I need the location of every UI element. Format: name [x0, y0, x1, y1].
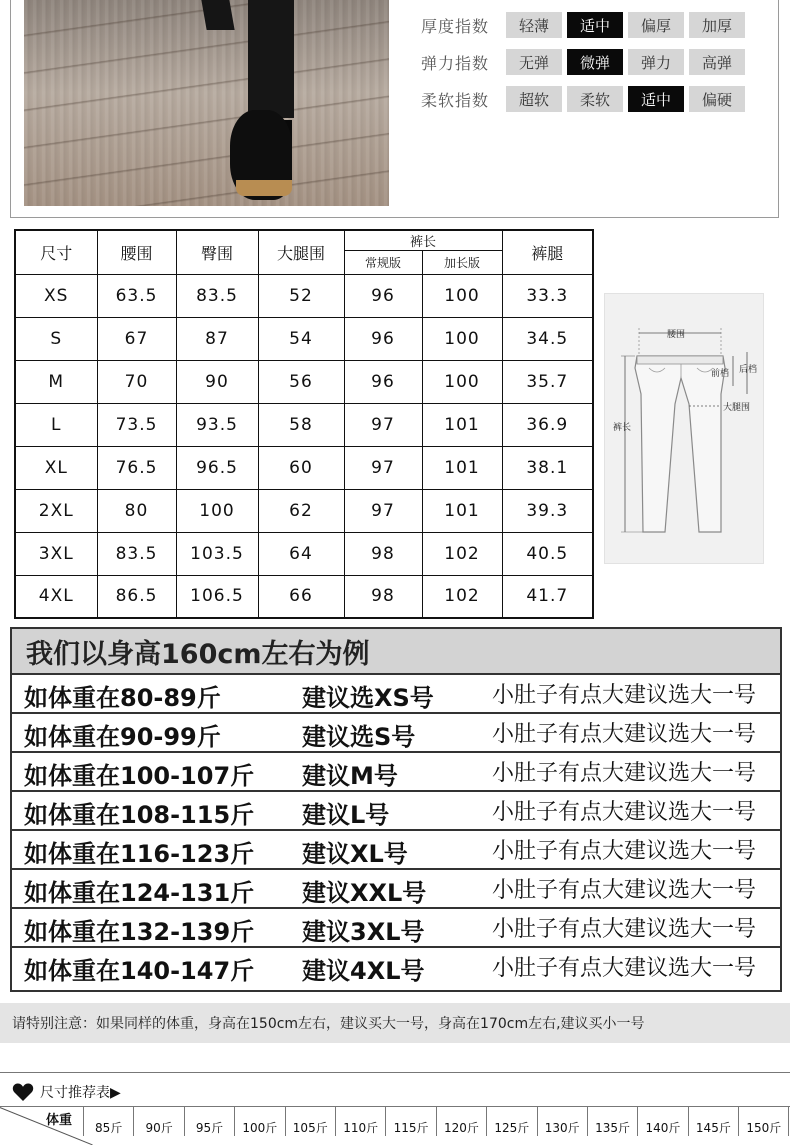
diagram-label-back-rise: 后档: [739, 365, 758, 375]
diagram-label-thigh: 大腿围: [723, 403, 751, 413]
cell-thigh: 54: [258, 317, 344, 360]
index-option: 超软: [506, 86, 562, 112]
size-chart-title-wrap: [12, 1082, 121, 1102]
weight-cell: 135斤: [588, 1107, 638, 1136]
weight-cell: 140斤: [638, 1107, 688, 1136]
pants-measurement-diagram: [604, 293, 764, 564]
cell-size: XS: [15, 274, 97, 317]
belly-advice: 小肚子有点大建议选大一号: [492, 839, 757, 864]
size-advice: 建议3XL号: [302, 918, 425, 946]
cell-size: S: [15, 317, 97, 360]
belly-advice: 小肚子有点大建议选大一号: [492, 800, 757, 825]
index-option-selected: 适中: [628, 86, 684, 112]
softness-index-row: [421, 86, 750, 112]
height-recommendation-table: [10, 627, 782, 992]
weight-label: 体重: [46, 1113, 73, 1128]
weight-range: 如体重在132-139斤: [24, 918, 255, 946]
size-chart-title: 尺寸推荐表▶: [40, 1085, 121, 1101]
weight-cell: 105斤: [286, 1107, 336, 1136]
cell-thigh: 60: [258, 446, 344, 489]
cell-hip: 103.5: [176, 532, 258, 575]
belly-advice: 小肚子有点大建议选大一号: [492, 878, 757, 903]
cell-waist: 73.5: [97, 403, 176, 446]
index-option: 弹力: [628, 49, 684, 75]
size-row: [15, 274, 593, 317]
index-option: 轻薄: [506, 12, 562, 38]
index-option: 高弹: [689, 49, 745, 75]
special-notice: 请特别注意：如果同样的体重，身高在150cm左右，建议买大一号，身高在170cm左右,建议买小一号: [0, 1003, 790, 1043]
photo-shoe-sole: [236, 180, 292, 196]
size-row: [15, 532, 593, 575]
recommendation-title: 我们以身高160cm左右为例: [12, 629, 780, 675]
size-advice: 建议4XL号: [302, 957, 425, 985]
index-label: 柔软指数: [421, 90, 490, 110]
cell-hip: 90: [176, 360, 258, 403]
header-length-long: 加长版: [422, 251, 502, 274]
cell-length-regular: 97: [344, 403, 422, 446]
belly-advice: 小肚子有点大建议选大一号: [492, 761, 757, 786]
cell-hip: 83.5: [176, 274, 258, 317]
header-length: 裤长: [344, 230, 502, 251]
weight-cell: 145斤: [689, 1107, 739, 1136]
weight-cell: 90斤: [134, 1107, 184, 1136]
cell-leg: 39.3: [502, 489, 593, 532]
belly-advice: 小肚子有点大建议选大一号: [492, 683, 757, 708]
weight-range: 如体重在108-115斤: [24, 801, 255, 829]
header-size: 尺寸: [15, 230, 97, 274]
index-option-selected: 微弹: [567, 49, 623, 75]
product-attributes-box: [10, 0, 779, 218]
weight-cell: 115斤: [386, 1107, 436, 1136]
cell-size: M: [15, 360, 97, 403]
header-thigh: 大腿围: [258, 230, 344, 274]
size-row: [15, 489, 593, 532]
index-label: 弹力指数: [421, 53, 490, 73]
size-advice: 建议L号: [302, 801, 390, 829]
size-row: [15, 446, 593, 489]
header-leg: 裤腿: [502, 230, 593, 274]
recommendation-row: [12, 792, 780, 831]
cell-thigh: 56: [258, 360, 344, 403]
cell-waist: 86.5: [97, 575, 176, 618]
cell-thigh: 64: [258, 532, 344, 575]
cell-size: 2XL: [15, 489, 97, 532]
cell-length-long: 100: [422, 360, 502, 403]
weight-cell: 150斤: [739, 1107, 789, 1136]
weight-cell: 120斤: [437, 1107, 487, 1136]
cell-size: 4XL: [15, 575, 97, 618]
cell-size: L: [15, 403, 97, 446]
header-length-regular: 常规版: [344, 251, 422, 274]
fabric-indices: [421, 12, 750, 123]
cell-thigh: 58: [258, 403, 344, 446]
size-table: [14, 229, 594, 619]
diagram-label-length: 裤长: [613, 423, 632, 433]
cell-waist: 80: [97, 489, 176, 532]
thickness-index-row: [421, 12, 750, 38]
cell-waist: 67: [97, 317, 176, 360]
index-option: 偏硬: [689, 86, 745, 112]
cell-leg: 38.1: [502, 446, 593, 489]
cell-length-regular: 96: [344, 317, 422, 360]
cell-size: XL: [15, 446, 97, 489]
size-advice: 建议XXL号: [302, 879, 427, 907]
cell-waist: 63.5: [97, 274, 176, 317]
cell-length-regular: 97: [344, 489, 422, 532]
index-option: 无弹: [506, 49, 562, 75]
belly-advice: 小肚子有点大建议选大一号: [492, 722, 757, 747]
cell-length-regular: 97: [344, 446, 422, 489]
weight-cell: 130斤: [538, 1107, 588, 1136]
index-label: 厚度指数: [421, 16, 490, 36]
header-hip: 臀围: [176, 230, 258, 274]
index-option: 柔软: [567, 86, 623, 112]
belly-advice: 小肚子有点大建议选大一号: [492, 917, 757, 942]
photo-pant-leg-left: [201, 0, 234, 30]
weight-range: 如体重在124-131斤: [24, 879, 255, 907]
weight-header-row: [0, 1106, 790, 1136]
cell-hip: 100: [176, 489, 258, 532]
cell-leg: 34.5: [502, 317, 593, 360]
cell-length-long: 102: [422, 532, 502, 575]
weight-range: 如体重在140-147斤: [24, 957, 255, 985]
weight-range: 如体重在90-99斤: [24, 723, 221, 751]
cell-leg: 40.5: [502, 532, 593, 575]
diagram-label-front-rise: 前档: [711, 369, 730, 379]
cell-length-long: 100: [422, 317, 502, 360]
weight-cell: 85斤: [84, 1107, 134, 1136]
cell-length-long: 101: [422, 403, 502, 446]
heart-icon: [12, 1082, 34, 1102]
cell-waist: 83.5: [97, 532, 176, 575]
size-recommendation-chart: [0, 1072, 790, 1135]
cell-waist: 76.5: [97, 446, 176, 489]
cell-hip: 106.5: [176, 575, 258, 618]
weight-cell: 125斤: [487, 1107, 537, 1136]
cell-length-regular: 96: [344, 274, 422, 317]
cell-size: 3XL: [15, 532, 97, 575]
cell-thigh: 66: [258, 575, 344, 618]
weight-corner-cell: [0, 1107, 84, 1136]
size-advice: 建议M号: [302, 762, 398, 790]
cell-hip: 87: [176, 317, 258, 360]
index-option: 加厚: [689, 12, 745, 38]
cell-length-long: 101: [422, 489, 502, 532]
weight-cell: 100斤: [235, 1107, 285, 1136]
diagram-label-waist: 腰围: [667, 330, 686, 340]
weight-range: 如体重在80-89斤: [24, 684, 221, 712]
product-photo: [24, 0, 389, 206]
recommendation-row: [12, 909, 780, 948]
cell-thigh: 62: [258, 489, 344, 532]
cell-length-long: 102: [422, 575, 502, 618]
header-waist: 腰围: [97, 230, 176, 274]
size-table-body: [15, 274, 593, 618]
recommendation-row: [12, 753, 780, 792]
index-option: 偏厚: [628, 12, 684, 38]
size-advice: 建议选S号: [302, 723, 416, 751]
recommendation-row: [12, 948, 780, 987]
recommendation-row: [12, 675, 780, 714]
cell-length-regular: 98: [344, 532, 422, 575]
weight-cell: 110斤: [336, 1107, 386, 1136]
recommendation-rows: [12, 675, 780, 987]
cell-waist: 70: [97, 360, 176, 403]
size-advice: 建议XL号: [302, 840, 408, 868]
cell-length-long: 101: [422, 446, 502, 489]
photo-pant-leg-right: [248, 0, 294, 118]
recommendation-row: [12, 714, 780, 753]
belly-advice: 小肚子有点大建议选大一号: [492, 956, 757, 981]
cell-hip: 96.5: [176, 446, 258, 489]
cell-leg: 33.3: [502, 274, 593, 317]
cell-leg: 36.9: [502, 403, 593, 446]
cell-length-long: 100: [422, 274, 502, 317]
recommendation-row: [12, 831, 780, 870]
weight-cell: 95斤: [185, 1107, 235, 1136]
size-row: [15, 360, 593, 403]
recommendation-row: [12, 870, 780, 909]
cell-length-regular: 98: [344, 575, 422, 618]
size-row: [15, 575, 593, 618]
cell-leg: 35.7: [502, 360, 593, 403]
index-option-selected: 适中: [567, 12, 623, 38]
cell-hip: 93.5: [176, 403, 258, 446]
size-row: [15, 317, 593, 360]
cell-length-regular: 96: [344, 360, 422, 403]
weight-range: 如体重在100-107斤: [24, 762, 255, 790]
weight-range: 如体重在116-123斤: [24, 840, 255, 868]
elasticity-index-row: [421, 49, 750, 75]
size-row: [15, 403, 593, 446]
cell-thigh: 52: [258, 274, 344, 317]
cell-leg: 41.7: [502, 575, 593, 618]
size-advice: 建议选XS号: [302, 684, 434, 712]
